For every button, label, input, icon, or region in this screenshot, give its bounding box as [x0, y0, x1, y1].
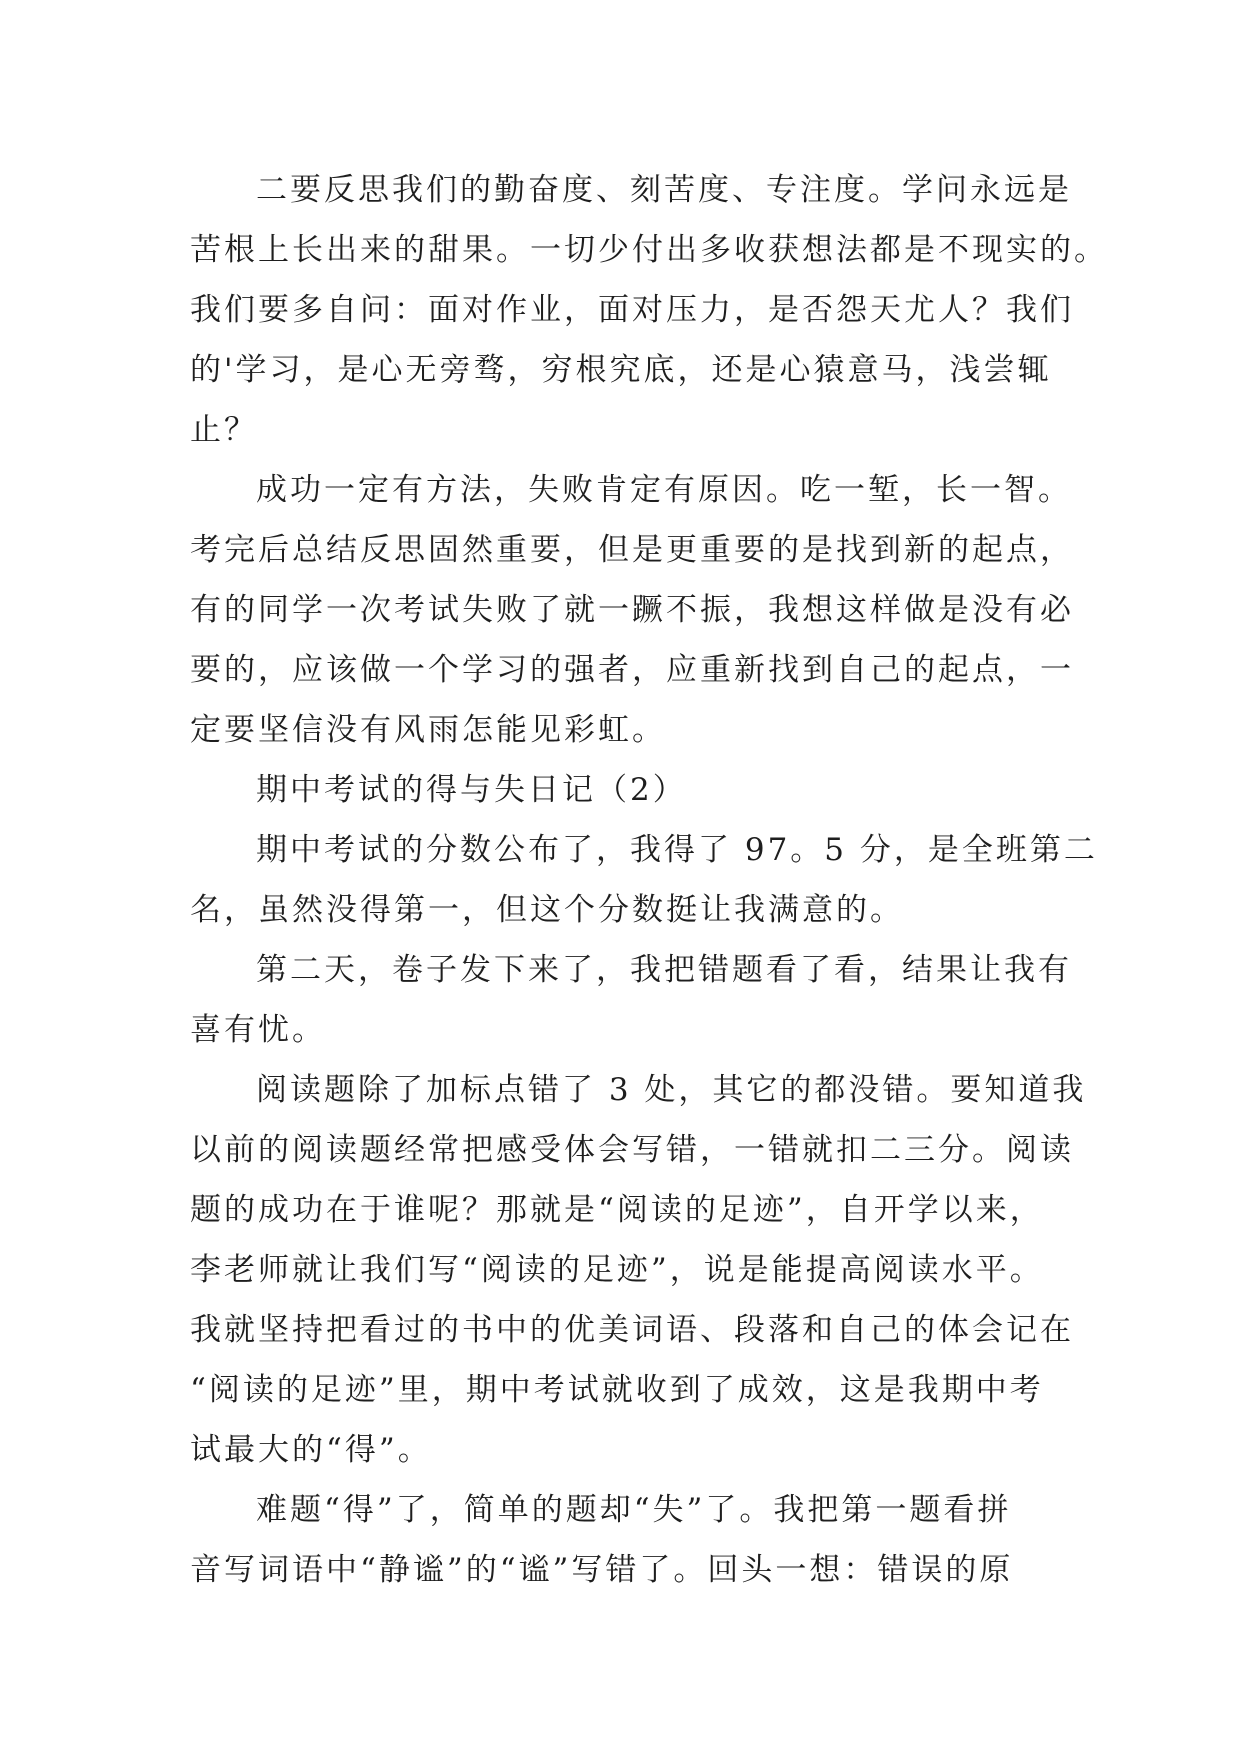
text-line: 定要坚信没有风雨怎能见彩虹。 [190, 712, 666, 748]
text-line: 止？ [190, 412, 258, 448]
text-line: 的'学习，是心无旁骛，穷根究底，还是心猿意马，浅尝辄 [190, 352, 1052, 388]
text-line: “阅读的足迹”里，期中考试就收到了成效，这是我期中考 [190, 1372, 1044, 1408]
text-line: 考完后总结反思固然重要，但是更重要的是找到新的起点， [190, 532, 1074, 568]
text-line: 第二天，卷子发下来了，我把错题看了看，结果让我有 [256, 952, 1072, 988]
text-line: 有的同学一次考试失败了就一蹶不振，我想这样做是没有必 [190, 592, 1074, 628]
text-line: 喜有忧。 [190, 1012, 326, 1048]
text-line: 题的成功在于谁呢？那就是“阅读的足迹”，自开学以来， [190, 1192, 1044, 1228]
text-line: 阅读题除了加标点错了 3 处，其它的都没错。要知道我 [256, 1072, 1087, 1108]
document-body [190, 160, 1108, 1600]
text-line: 名，虽然没得第一，但这个分数挺让我满意的。 [190, 892, 904, 928]
text-line: 期中考试的分数公布了，我得了 97。5 分，是全班第二 [256, 832, 1098, 868]
text-line: 我就坚持把看过的书中的优美词语、段落和自己的体会记在 [190, 1312, 1074, 1348]
text-line: 我们要多自问：面对作业，面对压力，是否怨天尤人？我们 [190, 292, 1074, 328]
text-line: 苦根上长出来的甜果。一切少付出多收获想法都是不现实的。 [190, 232, 1108, 268]
text-line: 音写词语中“静谧”的“谧”写错了。回头一想：错误的原 [190, 1552, 1014, 1588]
text-line: 试最大的“得”。 [190, 1432, 432, 1468]
text-line: 难题“得”了，简单的题却“失”了。我把第一题看拼 [256, 1492, 1012, 1528]
text-line: 要的，应该做一个学习的强者，应重新找到自己的起点，一 [190, 652, 1074, 688]
text-line: 二要反思我们的勤奋度、刻苦度、专注度。学问永远是 [256, 172, 1072, 208]
text-line: 成功一定有方法，失败肯定有原因。吃一堑，长一智。 [256, 472, 1072, 508]
section-heading: 期中考试的得与失日记（2） [256, 772, 687, 808]
text-line: 以前的阅读题经常把感受体会写错，一错就扣二三分。阅读 [190, 1132, 1074, 1168]
text-line: 李老师就让我们写“阅读的足迹”，说是能提高阅读水平。 [190, 1252, 1044, 1288]
